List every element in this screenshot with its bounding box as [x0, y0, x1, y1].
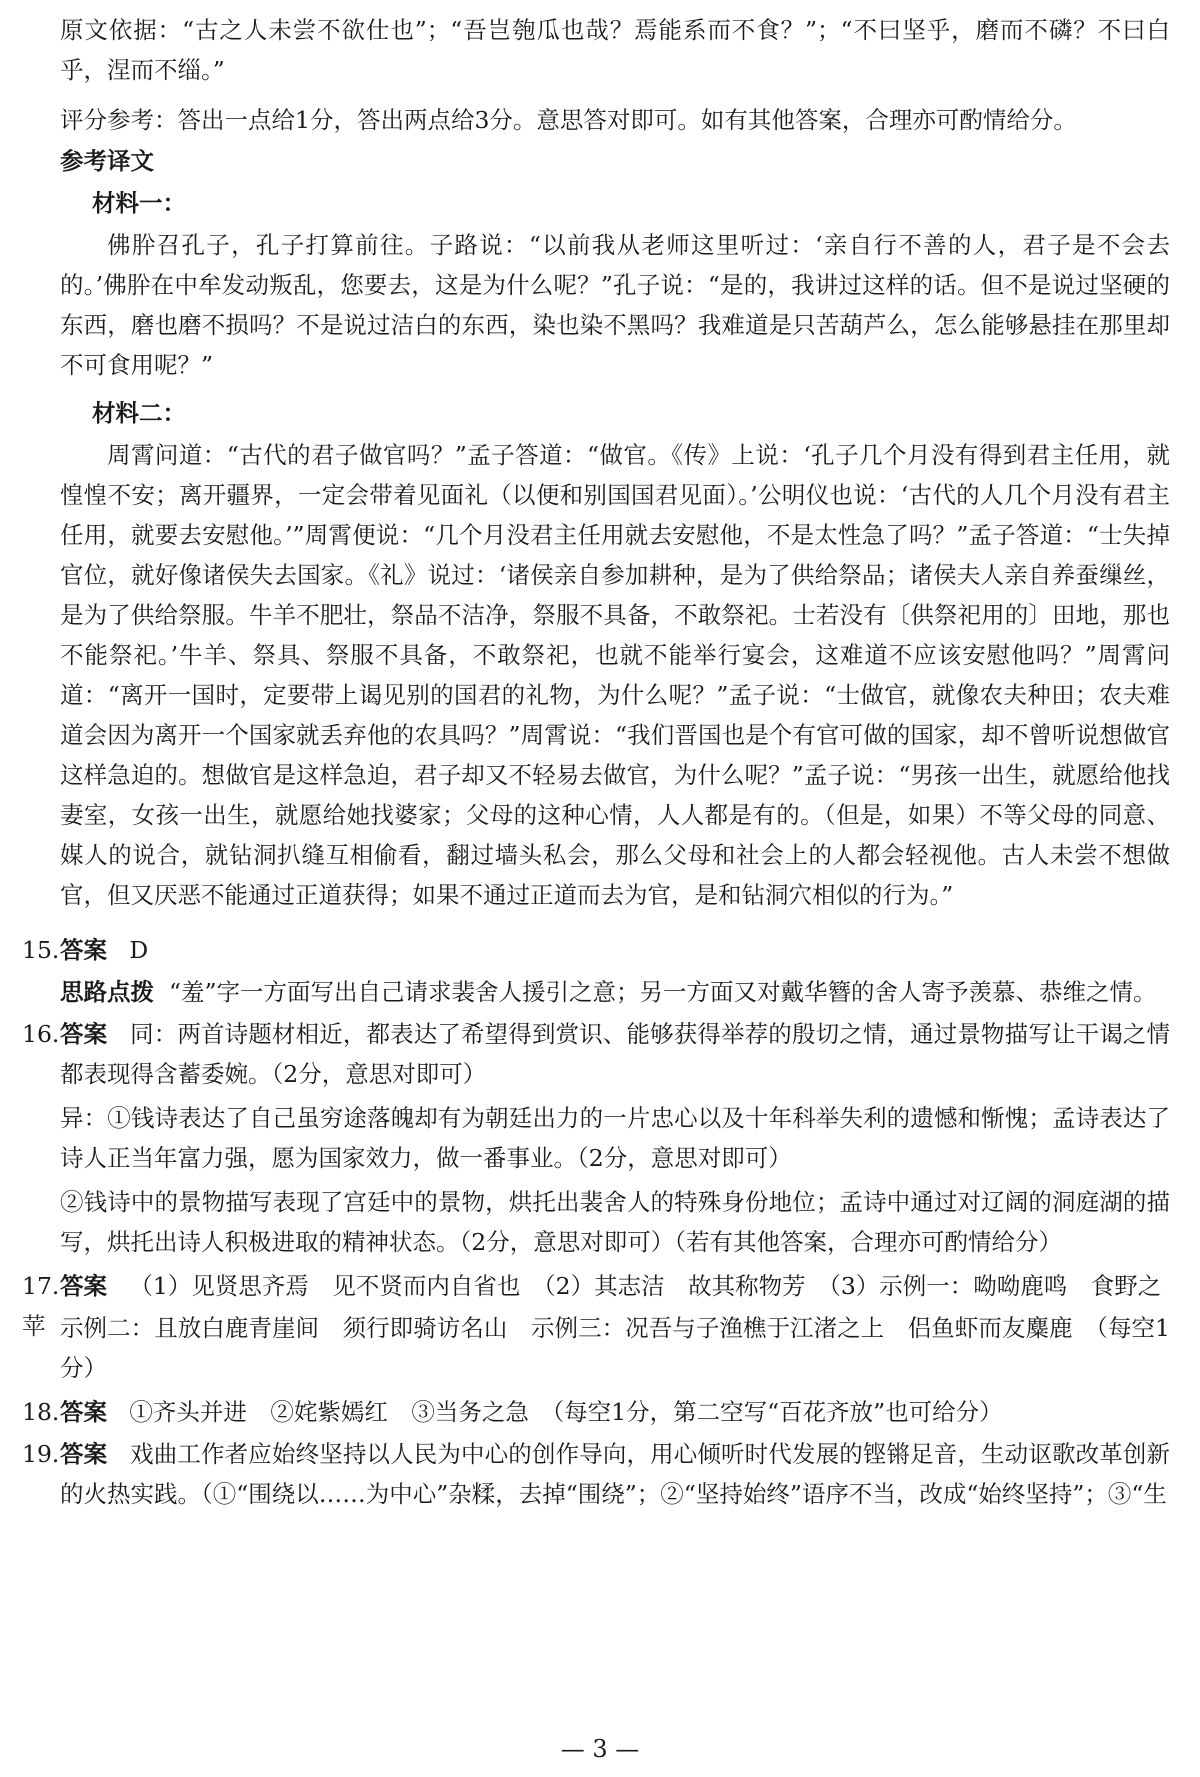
- material-1-heading: 材料一：: [92, 189, 186, 217]
- question-17-number: 17.: [22, 1272, 60, 1300]
- material-2-text: 周霄问道：“古代的君子做官吗？”孟子答道：“做官。《传》上说：‘孔子几个月没有得到君主任用，就惶惶不安；离开疆界，一定会带着见面礼（以便和别国国君见面）。’公明仪也说：‘古代的人几个月没有君主任用，就要去安慰他。’”周霄便说：“几个月没君主任用就去安慰他，不是太性急了吗？”孟子答道：“士失掉官位，就好像诸侯失去国家。《礼》说过：‘诸侯亲自参加耕种，是为了供给祭品；诸侯夫人亲自养蚕缫丝，是为了供给祭服。牛羊不肥壮，祭品不洁净，祭服不具备，不敢祭祀。士若没有〔供祭祀用的〕田地，那也不能祭祀。’牛羊、祭具、祭服不具备，不敢祭祀，也就不能举行宴会，这难道不应该安慰他吗？”周霄问道：“离开一国时，定要带上谒见别的国君的礼物，为什么呢？”孟子说：“士做官，就像农夫种田；农夫难道会因为离开一个国家就丢弃他的农具吗？”周霄说：“我们晋国也是个有官可做的国家，却不曾听说想做官这样急迫的。想做官是这样急迫，君子却又不轻易去做官，为什么呢？”孟子说：“男孩一出生，就愿给他找妻室，女孩一出生，就愿给她找婆家；父母的这种心情，人人都是有的。（但是，如果）不等父母的同意、媒人的说合，就钻洞扒缝互相偷看，翻过墙头私会，那么父母和社会上的人都会轻视他。古人未尝不想做官，但又厌恶不能通过正道获得；如果不通过正道而去为官，是和钻洞穴相似的行为。”: [60, 441, 1170, 909]
- question-15-hint-label: 思路点拨: [60, 978, 154, 1006]
- translation-heading: 参考译文: [60, 147, 154, 175]
- question-18-answer: ①齐头并进 ②姹紫嫣红 ③当务之急 （每空1分，第二空写“百花齐放”也可给分）: [129, 1398, 1003, 1426]
- question-16-number: 16.: [22, 1020, 60, 1048]
- question-15: [22, 930, 1170, 970]
- question-15-hint: [60, 972, 1170, 1012]
- question-15-answer: D: [129, 936, 149, 964]
- scoring-reference-text: 评分参考：答出一点给1分，答出两点给3分。意思答对即可。如有其他答案，合理亦可酌情给分。: [60, 106, 1077, 134]
- question-17-cont: [60, 1308, 1170, 1388]
- question-15-hint-text: “羞”字一方面写出自己请求裴舍人援引之意；另一方面又对戴华簪的舍人寄予羡慕、恭维之情。: [168, 978, 1157, 1006]
- question-17-line-1: （1）见贤思齐焉 见不贤而内自省也 （2）其志洁 故其称物芳 （3）示例一：呦呦鹿鸣 食野之苹: [22, 1272, 1162, 1340]
- question-19-number: 19.: [22, 1440, 60, 1468]
- question-15-number: 15.: [22, 936, 60, 964]
- source-basis: [60, 10, 1170, 90]
- question-15-label: 答案: [60, 936, 107, 964]
- question-18-number: 18.: [22, 1398, 60, 1426]
- question-16-same: 同：两首诗题材相近，都表达了希望得到赏识、能够获得举荐的殷切之情，通过景物描写让干谒之情都表现得含蓄委婉。（2分，意思对即可）: [60, 1020, 1171, 1088]
- page-number: — 3 —: [560, 1735, 640, 1763]
- question-17-label: 答案: [60, 1272, 107, 1300]
- material-2-heading-block: [92, 393, 1170, 433]
- question-18: [22, 1392, 1170, 1432]
- source-basis-text: 原文依据：“古之人未尝不欲仕也”；“吾岂匏瓜也哉？焉能系而不食？”；“不曰坚乎，磨而不磷？不曰白乎，涅而不缁。”: [60, 16, 1170, 84]
- question-19-label: 答案: [60, 1440, 108, 1468]
- material-1-text: 佛肸召孔子，孔子打算前往。子路说：“以前我从老师这里听过：‘亲自行不善的人，君子是不会去的。’佛肸在中牟发动叛乱，您要去，这是为什么呢？”孔子说：“是的，我讲过这样的话。但不是说过坚硬的东西，磨也磨不损吗？不是说过洁白的东西，染也染不黑吗？我难道是只苦葫芦么，怎么能够悬挂在那里却不可食用呢？”: [60, 231, 1170, 379]
- material-1-heading-block: [92, 183, 1170, 223]
- scoring-reference: [60, 100, 1170, 140]
- material-2-block: [60, 435, 1170, 915]
- question-18-label: 答案: [60, 1398, 107, 1426]
- translation-section: [60, 141, 1170, 181]
- question-19: [22, 1434, 1170, 1514]
- question-16-diff-2: [60, 1182, 1170, 1262]
- question-16-diff-1: [60, 1098, 1170, 1178]
- question-16-diff-2-text: ②钱诗中的景物描写表现了宫廷中的景物，烘托出裴舍人的特殊身份地位；孟诗中通过对辽阔的洞庭湖的描写，烘托出诗人积极进取的精神状态。（2分，意思对即可）（若有其他答案，合理亦可酌情给分）: [60, 1188, 1170, 1256]
- question-19-answer: 戏曲工作者应始终坚持以人民为中心的创作导向，用心倾听时代发展的铿锵足音，生动讴歌改革创新的火热实践。（①“围绕以……为中心”杂糅，去掉“围绕”；②“坚持始终”语序不当，改成“始终坚持”；③“生: [60, 1440, 1171, 1508]
- question-16: [22, 1014, 1170, 1094]
- material-1-block: [60, 225, 1170, 385]
- material-2-heading: 材料二：: [92, 399, 186, 427]
- question-17-line-2: 示例二：且放白鹿青崖间 须行即骑访名山 示例三：况吾与子渔樵于江渚之上 侣鱼虾而友麋鹿 （每空1分）: [60, 1314, 1170, 1382]
- question-16-diff-1-text: 异：①钱诗表达了自己虽穷途落魄却有为朝廷出力的一片忠心以及十年科举失利的遗憾和惭愧；孟诗表达了诗人正当年富力强，愿为国家效力，做一番事业。（2分，意思对即可）: [60, 1104, 1170, 1172]
- question-16-label: 答案: [60, 1020, 108, 1048]
